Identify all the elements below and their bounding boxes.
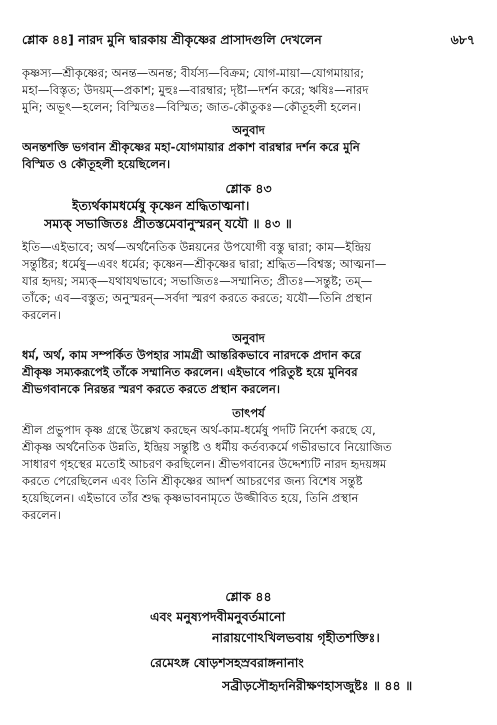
verse-44-heading: শ্লোক ৪৪ <box>225 589 272 604</box>
purport-line: সাধারণ গৃহস্থের মতোই আচরণ করছিলেন। শ্রীভগবানের উদ্দেশ্যটি নারদ হৃদয়ঙ্গম <box>22 457 387 471</box>
purport-line: শ্রীল প্রভুপাদ কৃষ্ণ গ্রন্থে উল্লেখ করছেন অর্থ-কাম-ধর্মেষু পদটি নির্দেশ করছে যে, <box>22 423 376 437</box>
synonym-line: ইতি—এইভাবে; অর্থ—অর্থনৈতিক উন্নয়নের উপযোগী বস্তু দ্বারা; কাম—ইন্দ্রিয় <box>22 240 371 254</box>
synonym-line: সন্তুষ্টির; ধর্মেষু—এবং ধর্মের; কৃষ্ণেন—শ্রীকৃষ্ণের দ্বারা; শ্রদ্ধিত—বিশ্বস্ত; আত্মনা— <box>22 257 387 271</box>
purport-line: শ্রীকৃষ্ণ অর্থনৈতিক উন্নতি, ইন্দ্রিয় সন্তুষ্টি ও ধর্মীয় কর্তব্যকর্মে গভীরভাবে নিয়োজিত <box>22 440 392 454</box>
running-header-title: শ্লোক ৪৪] নারদ মুনি দ্বারকায় শ্রীকৃষ্ণের প্রাসাদগুলি দেখলেন <box>22 32 322 47</box>
verse-line: সব্রীড়সৌহৃদনিরীক্ষণহাসজুষ্টঃ ॥ ৪৪ ॥ <box>222 678 413 693</box>
purport-line: হয়েছিলেন। এইভাবে তাঁর শুদ্ধ কৃষ্ণভাবনামৃতে উজ্জীবিত হয়ে, তিনি প্রস্থান <box>22 491 359 505</box>
synonym-line: মহা—বিস্তৃত; উদয়ম্—প্রকাশ; মুহুঃ—বারম্বার; দৃষ্টা—দর্শন করে; ঋষিঃ—নারদ <box>22 83 369 97</box>
purport-line: করলেন। <box>22 508 61 522</box>
translation-line: শ্রীভগবানকে নিরন্তর স্মরণ করতে করতে প্রস্থান করলেন। <box>22 382 281 396</box>
verse-line: সম্যক্ সভাজিতঃ প্রীতস্তমেবানুস্মরন্ যযৌ ॥ ৪৩ ॥ <box>44 216 292 231</box>
verse-line: রেমেঽঙ্গ ষোড়শসহস্রবরাঙ্গনানাং <box>150 655 304 670</box>
translation-heading: অনুবাদ <box>232 123 265 137</box>
synonym-line: মুনি; অভূৎ—হলেন; বিস্মিতঃ—বিস্মিত; জাত-কৌতুকঃ—কৌতূহলী হলেন। <box>22 100 361 114</box>
verse-line: ইত্যর্থকামধর্মেষু কৃষ্ণেন শ্রদ্ধিতাত্মনা। <box>72 198 250 213</box>
synonym-line: তাঁকে; এব—বস্তুত; অনুস্মরন্—সর্বদা স্মরণ করতে করতে; যযৌ—তিনি প্রস্থান <box>22 291 373 305</box>
running-header <box>22 32 475 48</box>
translation-line: শ্রীকৃষ্ণ সম্যকরূপেই তাঁকে সম্মানিত করলেন। এইভাবে পরিতুষ্ট হয়ে মুনিবর <box>22 365 358 379</box>
purport-heading: তাৎপর্য <box>232 406 265 420</box>
verse-line: নারায়ণোঽখিলভবায় গৃহীতশক্তিঃ। <box>212 630 380 645</box>
synonym-line: কৃষ্ণস্য—শ্রীকৃষ্ণের; অনন্ত—অনন্ত; বীর্যস্য—বিক্রম; যোগ-মায়া—যোগমায়ার; <box>22 66 365 80</box>
translation-line: ধর্ম, অর্থ, কাম সম্পর্কিত উপহার সামগ্রী আন্তরিকভাবে নারদকে প্রদান করে <box>22 348 362 362</box>
purport-line: করতে পেরেছিলেন এবং তিনি শ্রীকৃষ্ণের আদর্শ আচরণের জন্য বিশেষ সন্তুষ্ট <box>22 474 363 488</box>
verse-43-heading: শ্লোক ৪৩ <box>225 181 272 196</box>
synonym-line: করলেন। <box>22 308 61 322</box>
verse-line: এবং মনুষ্যপদবীমনুবর্তমানো <box>150 609 286 624</box>
page-number: ৬৮৭ <box>450 32 475 47</box>
synonym-line: যার হৃদয়; সম্যক্—যথাযথভাবে; সভাজিতঃ—সম্মানিত; প্রীতঃ—সন্তুষ্ট; তম্— <box>22 274 373 288</box>
translation-line: বিস্মিত ও কৌতূহলী হয়েছিলেন। <box>22 157 171 171</box>
translation-line: অনন্তশক্তি ভগবান শ্রীকৃষ্ণের মহা-যোগমায়ার প্রকাশ বারম্বার দর্শন করে মুনি <box>22 140 360 154</box>
translation-heading: অনুবাদ <box>232 331 265 345</box>
